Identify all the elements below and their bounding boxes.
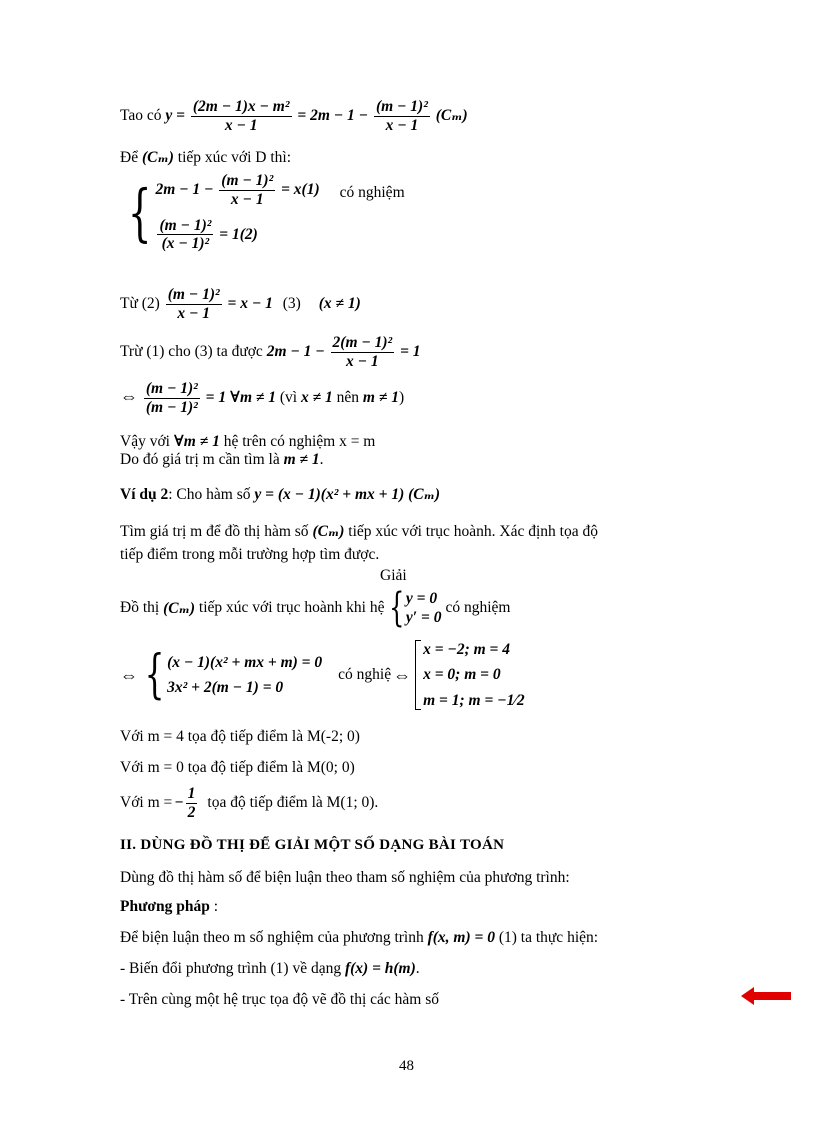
equation-rewrite-line: Tao có y = $\frac{\text{(2m − 1)x − m²}}{x - 1}$ = 2m − 1 − $\frac{\text{(m − 1)²}}{x - 1}$ (Cₘ) <box>120 98 468 134</box>
example-2-heading: Ví dụ 2: Cho hàm số y = (x − 1)(x² + mx + 1) (Cₘ) <box>120 486 441 503</box>
subtraction-line: Trừ (1) cho (3) ta được 2m − 1 − $\frac{\text{2(m − 1)²}}{x - 1}$ = 1 <box>120 334 421 370</box>
system-row: $\frac{\text{(m − 1)²}}{\text{(x − 1)²}}$ = 1(2) <box>159 216 258 253</box>
bracket-icon <box>415 640 421 710</box>
derivation-line: Từ (2) $\frac{\text{(m − 1)²}}{x - 1}$ = x − 1 (3) (x ≠ 1) <box>120 286 361 322</box>
conclusion-line: Vậy với ∀m ≠ 1 hệ trên có nghiệm x = m <box>120 433 376 450</box>
bullet-step-1: - Biến đổi phương trình (1) về dạng f(x) = h(m). <box>120 960 420 977</box>
y-def: y = <box>165 106 185 124</box>
system-row: 2m − 1 − $\frac{\text{(m − 1)²}}{x - 1}$ = x(1) <box>155 172 320 208</box>
curve-label: (Cₘ) <box>435 106 468 124</box>
section-heading: II. DÙNG ĐỒ THỊ ĐỂ GIẢI MỘT SỐ DẠNG BÀI TOÁN <box>120 837 505 853</box>
method-label: Phương pháp : <box>120 898 219 915</box>
system-note: có nghiệm <box>339 183 405 201</box>
equation-system-2: ⇔ { (x − 1)(x² + mx + m) = 0 3x² + 2(m − 1) = 0 có nghiệ ⇔ x = −2; m = 4 x = 0; m = 0 m = 1; m = −1⁄2 <box>120 641 525 709</box>
result-line-1: Với m = 4 tọa độ tiếp điểm là M(-2; 0) <box>120 728 360 745</box>
solution-title: Giải <box>380 567 407 584</box>
fraction: $\frac{\text{(2m − 1)x − m²}}{x - 1}$ <box>192 98 290 134</box>
equivalence-line: ⇔ $\frac{\text{(m − 1)²}}{\text{(m − 1)²}}$ = 1 ∀m ≠ 1 (vì x ≠ 1 nên m ≠ 1) <box>120 380 405 416</box>
bullet-step-2: - Trên cùng một hệ trục tọa độ vẽ đồ thị các hàm số <box>120 991 439 1008</box>
left-arrow-icon[interactable] <box>741 987 791 1005</box>
page-number: 48 <box>399 1058 414 1074</box>
tangency-with-axis-line: Đồ thị (Cₘ) tiếp xúc với trục hoành khi hệ { y = 0 y′ = 0 có nghiệm <box>120 585 511 631</box>
arrow-shape <box>741 987 791 1005</box>
task-line-2: tiếp điểm trong mỗi trường hợp tìm được. <box>120 546 380 563</box>
intro-paragraph: Dùng đồ thị hàm số để biện luận theo tham số nghiệm của phương trình: <box>120 869 570 886</box>
equation-system-1 <box>120 172 405 253</box>
result-line-3: Với m = − $\frac{1}{2}$ tọa độ tiếp điểm là M(1; 0). <box>120 785 379 821</box>
tangency-condition-line: Để (Cₘ) tiếp xúc với D thì: <box>120 149 292 166</box>
fraction: $\frac{\text{(m − 1)²}}{x - 1}$ <box>375 98 428 134</box>
result-line-2: Với m = 0 tọa độ tiếp điểm là M(0; 0) <box>120 759 355 776</box>
brace-icon: { <box>127 175 152 249</box>
answer-line: Do đó giá trị m cần tìm là m ≠ 1. <box>120 451 324 468</box>
method-paragraph: Để biện luận theo m số nghiệm của phương trình f(x, m) = 0 (1) ta thực hiện: <box>120 929 599 946</box>
brace-icon: { <box>389 585 405 631</box>
brace-icon: { <box>144 645 165 706</box>
task-line-1: Tìm giá trị m để đồ thị hàm số (Cₘ) tiếp xúc với trục hoành. Xác định tọa độ <box>120 523 598 540</box>
